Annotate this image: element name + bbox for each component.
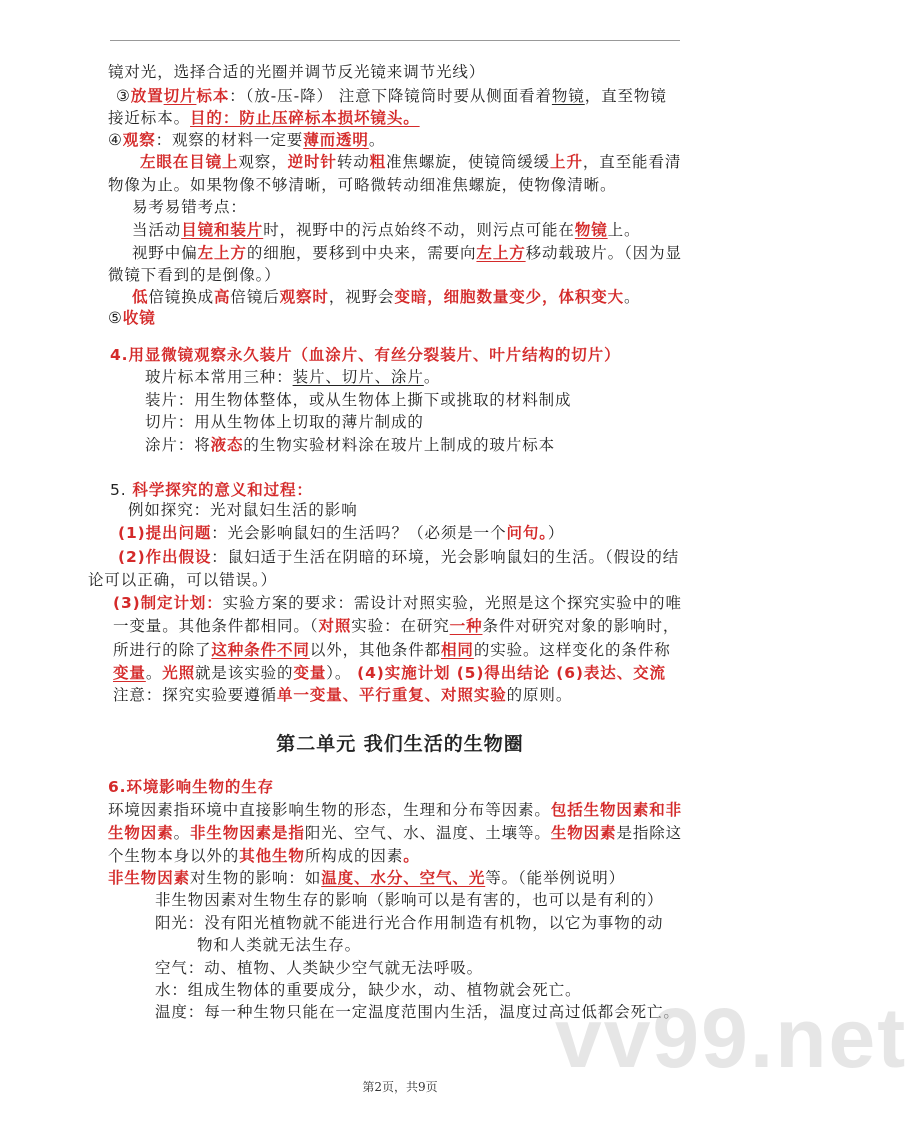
text-segment: 就是该实验的 [195,664,294,682]
text-segment: 物像为止。如果物像不够清晰，可略微转动细准焦螺旋，使物像清晰。 [108,176,617,194]
text-segment: 是指除这 [616,824,683,842]
text-segment: 所进行的除了 [113,641,212,659]
highlight-text: 相同 [441,641,474,659]
section-title [0,734,800,754]
highlight-text: (3)制定计划： [113,594,223,612]
text-line [108,823,682,843]
text-segment: 空气：动、植物、人类缺少空气就无法呼吸。 [155,959,484,977]
text-segment: 所构成的因素 [304,847,404,865]
text-segment: 条件对研究对象的影响时， [482,617,680,635]
page-footer: 第2页，共9页 [362,1080,438,1094]
text-line [113,640,671,660]
text-line [108,800,682,820]
text-line [197,935,361,955]
highlight-text: 非生物因素是指 [190,824,305,842]
text-segment: 上。 [607,221,641,239]
highlight-text: 这种条件不同 [211,641,310,659]
highlight-text: 温度、水分、空气、光 [321,869,486,887]
text-segment: ：（放-压-降） 注意下降镜筒时要从侧面看着 [229,87,552,105]
text-segment: 当活动 [132,221,182,239]
text-segment: ④ [108,131,123,149]
text-segment: 移动载玻片。（因为显 [525,244,682,262]
highlight-text: 非生物因素 [108,869,191,887]
highlight-text: 生物因素 [550,824,617,842]
text-segment: 。 [423,368,441,386]
text-segment: 实验方案的要求：需设计对照实验，光照是这个探究实验中的唯 [222,594,682,612]
highlight-text: 上升 [550,153,583,171]
highlight-text: 观察 [122,131,156,149]
text-segment: 易考易错考点： [132,198,247,216]
text-segment: 镜对光，选择合适的光圈并调节反光镜来调节光线） [108,63,486,81]
text-line [113,616,679,636]
text-segment: 倍镜换成 [148,288,215,306]
text-line [145,390,571,410]
text-line [132,287,640,307]
text-segment: 。 [624,288,641,306]
text-segment: 倍镜后 [230,288,280,306]
text-segment: 水：组成生物体的重要成分，缺少水，动、植物就会死亡。 [155,981,582,999]
highlight-text: 观察时 [279,288,329,306]
text-segment: 视野中偏 [132,244,198,262]
highlight-text: 高 [214,288,231,306]
text-segment: ） [547,524,565,542]
text-segment: 准焦螺旋，使镜筒缓缓 [386,153,551,171]
highlight-text: 对照 [318,617,352,635]
text-segment: 转动 [336,153,370,171]
text-segment: 论可以正确，可以错误。） [88,571,278,589]
text-line [108,108,420,128]
text-line [88,570,277,590]
text-segment: 例如探究：光对鼠妇生活的影响 [128,501,358,519]
text-line [113,663,666,683]
text-line [108,130,385,150]
text-line [145,412,424,432]
highlight-text: 单一变量、平行重复、对照实验 [277,686,507,704]
text-line [108,868,625,888]
text-segment: 时，视野中的污点始终不动，则污点可能在 [263,221,575,239]
highlight-text: 变量 [113,664,146,682]
text-segment: ，直至能看清 [582,153,682,171]
highlight-text: 4.用显微镜观察永久装片（血涂片、有丝分裂装片、叶片结构的切片） [110,346,621,364]
highlight-text: 放置 [130,87,164,105]
text-segment: 一变量。其他条件都相同。（ [113,617,319,635]
text-segment: ：观察的材料一定要 [155,131,304,149]
highlight-text: 光照 [162,664,196,682]
text-segment: 温度：每一种生物只能在一定温度范围内生活，温度过高过低都会死亡。 [155,1003,680,1021]
text-segment: 等。（能举例说明） [485,869,626,887]
highlight-text: 薄而透明 [303,131,369,149]
text-line [145,435,555,455]
text-segment: ③ [116,87,131,105]
text-line [128,500,358,520]
text-line [118,523,564,543]
text-line [113,685,572,705]
text-segment: 。 [145,664,163,682]
text-segment: 5. [110,481,133,499]
highlight-text: 切片 [163,87,197,105]
text-segment: 注意：探究实验要遵循 [113,686,278,704]
highlight-text: 其他生物 [239,847,305,865]
highlight-text: 包括生物因素和非 [550,801,683,819]
highlight-text: 逆时针 [287,153,337,171]
highlight-text: 物镜 [574,221,608,239]
text-segment: ：光会影响鼠妇的生活吗？（必须是一个 [211,524,507,542]
text-segment: ⑤ [108,309,123,327]
text-segment: 物和人类就无法生存。 [197,936,362,954]
header-rule [110,40,680,41]
text-line [145,367,440,387]
text-segment: 观察， [238,153,288,171]
text-line [155,980,581,1000]
text-segment: 非生物因素对生物生存的影响（影响可以是有害的，也可以是有利的） [155,891,664,909]
text-line [108,175,616,195]
text-line [108,265,281,285]
highlight-text: 一种 [449,617,483,635]
highlight-text: 收镜 [122,309,156,327]
highlight-text: 科学探究的意义和过程： [132,481,313,499]
text-line [116,86,667,106]
text-segment: 。 [173,824,191,842]
text-segment: 。 [368,131,386,149]
text-segment: 对生物的影响：如 [190,869,322,887]
text-segment: 个生物本身以外的 [108,847,240,865]
text-line [113,593,682,613]
text-line [132,243,682,263]
text-segment: 阳光、空气、水、温度、土壤等。 [304,824,551,842]
text-line [155,958,483,978]
highlight-text: 变量 [293,664,327,682]
text-segment: 的生物实验材料涂在玻片上制成的玻片标本 [243,436,556,454]
text-line [118,547,679,567]
highlight-text: 问句。 [506,524,548,542]
text-line [108,777,274,797]
text-segment: 的原则。 [506,686,573,704]
text-line [108,62,485,82]
highlight-text: 。 [403,847,420,865]
text-segment: ，直至物镜 [584,87,667,105]
highlight-text: (4)实施计划 (5)得出结论 (6)表达、交流 [357,664,666,682]
text-line [110,345,620,365]
text-line [155,913,663,933]
text-line [140,152,681,172]
text-segment: 的细胞，要移到中央来，需要向 [246,244,477,262]
highlight-text: 标本 [196,87,230,105]
highlight-text: 生物因素 [108,824,174,842]
text-line [108,308,156,328]
highlight-text: (2)作出假设 [118,548,212,566]
highlight-text: 6.环境影响生物的生存 [108,778,275,796]
text-segment: ：鼠妇适于生活在阴暗的环境，光会影响鼠妇的生活。（假设的结 [211,548,680,566]
text-line [132,220,640,240]
text-segment: ）。 [326,664,358,682]
highlight-text: 液态 [210,436,244,454]
highlight-text: 变暗，细胞数量变少，体积变大 [394,288,625,306]
text-segment: 接近标本。 [108,109,191,127]
highlight-text: 目镜和装片 [181,221,264,239]
text-segment: 的实验。这样变化的条件称 [473,641,671,659]
text-segment: 环境因素指环境中直接影响生物的形态，生理和分布等因素。 [108,801,551,819]
text-segment: 切片：用从生物体上切取的薄片制成的 [145,413,424,431]
text-segment: 第二单元 我们生活的生物圈 [276,733,524,755]
text-segment: 阳光：没有阳光植物就不能进行光合作用制造有机物，以它为事物的动 [155,914,664,932]
text-segment: 涂片：将 [145,436,211,454]
highlight-text: (1)提出问题 [118,524,212,542]
underlined-text: 装片、切片、涂片 [292,368,424,386]
text-segment: 装片：用生物体整体，或从生物体上撕下或挑取的材料制成 [145,391,572,409]
text-segment: 实验：在研究 [351,617,450,635]
underlined-text: 物镜 [551,87,585,105]
highlight-text: 左上方 [197,244,247,262]
text-segment: 以外，其他条件都 [309,641,442,659]
text-segment: 玻片标本常用三种： [145,368,293,386]
text-segment: 微镜下看到的是倒像。） [108,266,281,284]
highlight-text: 粗 [369,153,387,171]
highlight-text: 目的：防止压碎标本损坏镜头。 [190,109,420,127]
watermark: vv99.net [555,991,907,1085]
highlight-text: 左眼在目镜上 [140,153,239,171]
text-line [155,890,663,910]
text-segment: ，视野会 [328,288,395,306]
text-line [108,846,420,866]
text-line [132,197,247,217]
text-line [110,480,313,500]
highlight-text: 左上方 [476,244,526,262]
highlight-text: 低 [132,288,149,306]
